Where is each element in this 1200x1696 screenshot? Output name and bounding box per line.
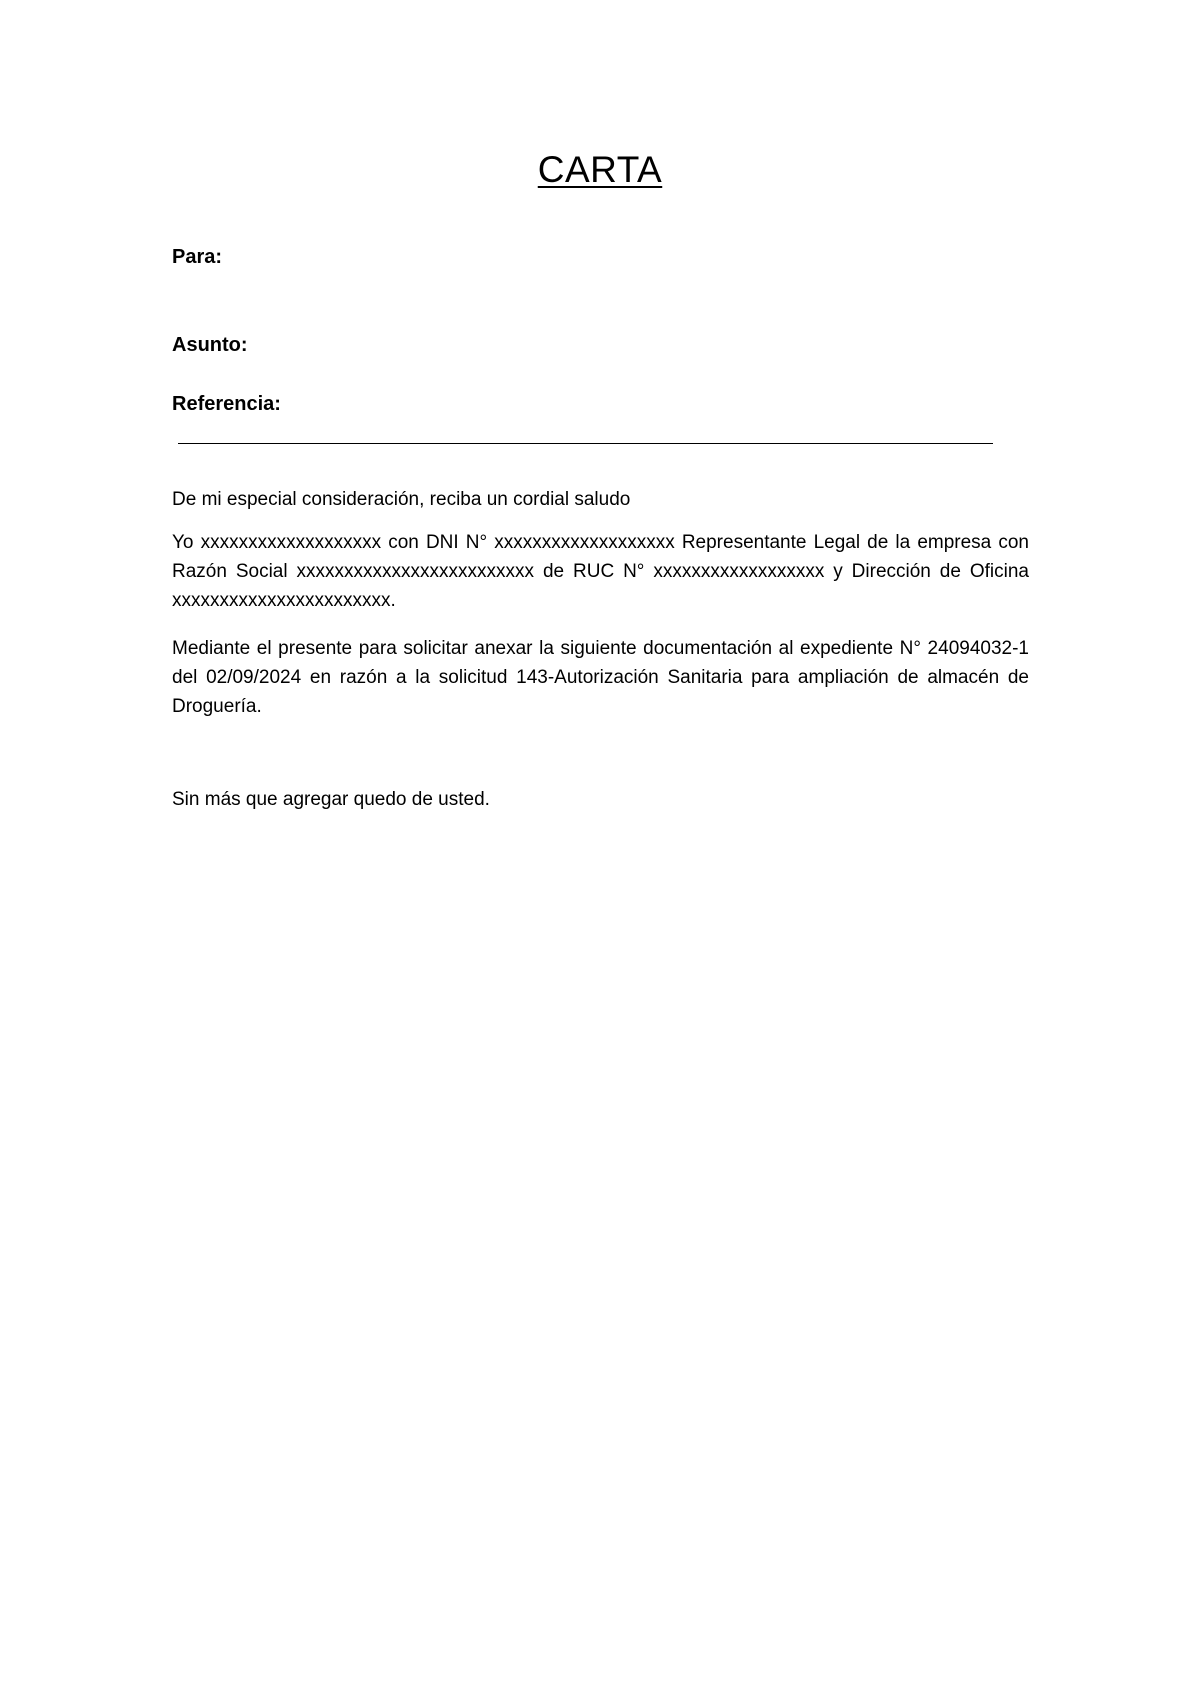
representative-paragraph: Yo xxxxxxxxxxxxxxxxxxx con DNI N° xxxxxxxxxxxxxxxxxxx Representante Legal de la empresa con Razón Social xxxxxxxxxxxxxxxxxxxxxxxxx de RUC N° xxxxxxxxxxxxxxxxxx y Dirección de Oficina xxxxxxxxxxxxxxxxxxxxxxx. — [172, 532, 1029, 611]
header-separator-line — [178, 443, 993, 444]
para-label: Para: — [172, 246, 223, 268]
letter-title: CARTA — [537, 149, 663, 190]
closing-text: Sin más que agregar quedo de usted. — [172, 789, 490, 810]
request-paragraph: Mediante el presente para solicitar anexar la siguiente documentación al expediente N° 24094032-1 del 02/09/2024 en razón a la solicitud 143-Autorización Sanitaria para ampliación de almacén de Droguería. — [172, 638, 1029, 717]
referencia-label: Referencia: — [172, 393, 281, 415]
asunto-label: Asunto: — [172, 334, 248, 356]
greeting-text: De mi especial consideración, reciba un cordial saludo — [172, 489, 631, 510]
